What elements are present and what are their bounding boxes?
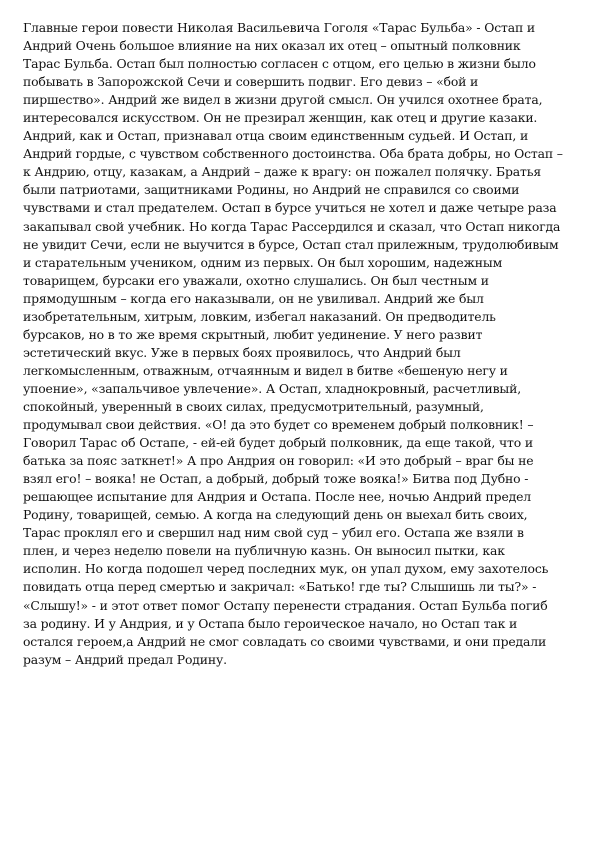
text-line: не увидит Сечи, если не выучится в бурсе, Остап стал прилежным, трудолюбивым xyxy=(23,236,559,252)
text-line: и старательным учеником, одним из первых. Он был хорошим, надежным xyxy=(23,254,503,270)
text-line: пиршество». Андрий же видел в жизни другой смысл. Он учился охотнее брата, xyxy=(23,92,543,108)
text-line: эстетический вкус. Уже в первых боях проявилось, что Андрий был xyxy=(23,344,461,360)
text-line: Тарас проклял его и свершил над ним свой суд – убил его. Остапа же взяли в xyxy=(23,525,524,541)
text-line: решающее испытание для Андрия и Остапа. После нее, ночью Андрий предел xyxy=(23,489,532,505)
text-line: упоение», «запальчивое увлечение». А Остап, хладнокровный, расчетливый, xyxy=(23,380,522,396)
text-line: Тарас Бульба. Остап был полностью согласен с отцом, его целью в жизни было xyxy=(23,56,536,72)
text-line: остался героем,а Андрий не смог совладать со своими чувствами, и они предали xyxy=(23,633,547,649)
text-line: батька за пояс заткнет!» А про Андрия он говорил: «И это добрый – враг бы не xyxy=(23,453,534,469)
text-line: товарищем, бурсаки его уважали, охотно слушались. Он был честным и xyxy=(23,272,489,288)
text-line: легкомысленным, отважным, отчаянным и видел в битве «бешеную негу и xyxy=(23,362,508,378)
text-line: чувствами и стал предателем. Остап в бурсе учиться не хотел и даже четыре раза xyxy=(23,200,557,216)
text-line: Андрий Очень большое влияние на них оказал их отец – опытный полковник xyxy=(23,38,521,54)
text-line: изобретательным, хитрым, ловким, избегал наказаний. Он предводитель xyxy=(23,308,496,324)
text-line: спокойный, уверенный в своих силах, предусмотрительный, разумный, xyxy=(23,398,484,414)
text-line: плен, и через неделю повели на публичную казнь. Он выносил пытки, как xyxy=(23,543,505,559)
text-line: прямодушным – когда его наказывали, он не увиливал. Андрий же был xyxy=(23,290,484,306)
text-line: разум – Андрий предал Родину. xyxy=(23,651,227,667)
text-line: интересовался искусством. Он не презирал женщин, как отец и другие казаки. xyxy=(23,110,538,126)
essay-text xyxy=(23,19,579,669)
text-line: Главные герои повести Николая Васильевича Гоголя «Тарас Бульба» - Остап и xyxy=(23,20,535,35)
text-line: Родину, товарищей, семью. А когда на следующий день он выехал бить своих, xyxy=(23,507,528,523)
text-line: «Слышу!» - и этот ответ помог Остапу перенести страдания. Остап Бульба погиб xyxy=(23,597,548,613)
text-line: побывать в Запорожской Сечи и совершить подвиг. Его девиз – «бой и xyxy=(23,74,479,90)
text-line: взял его! – вояка! не Остап, а добрый, добрый тоже вояка!» Битва под Дубно - xyxy=(23,471,529,487)
text-line: были патриотами, защитниками Родины, но Андрий не справился со своими xyxy=(23,182,520,198)
text-line: бурсаков, но в то же время скрытный, любит уединение. У него развит xyxy=(23,326,483,342)
text-line: закапывал свой учебник. Но когда Тарас Рассердился и сказал, что Остап никогда xyxy=(23,218,561,234)
text-line: исполин. Но когда подошел черед последних мук, он упал духом, ему захотелось xyxy=(23,561,549,577)
text-line: продумывал свои действия. «О! да это будет со временем добрый полковник! – xyxy=(23,417,534,433)
text-line: Андрий гордые, с чувством собственного достоинства. Оба брата добры, но Остап – xyxy=(23,146,563,162)
text-line: Андрий, как и Остап, признавал отца своим единственным судьей. И Остап, и xyxy=(23,128,529,144)
text-line: Говорил Тарас об Остапе, - ей-ей будет добрый полковник, да еще такой, что и xyxy=(23,435,533,451)
text-line: к Андрию, отцу, казакам, а Андрий – даже к врагу: он пожалел полячку. Братья xyxy=(23,164,541,180)
text-line: повидать отца перед смертью и закричал: «Батько! где ты? Слышишь ли ты?» - xyxy=(23,579,537,595)
text-line: за родину. И у Андрия, и у Остапа было героическое начало, но Остап так и xyxy=(23,615,518,631)
